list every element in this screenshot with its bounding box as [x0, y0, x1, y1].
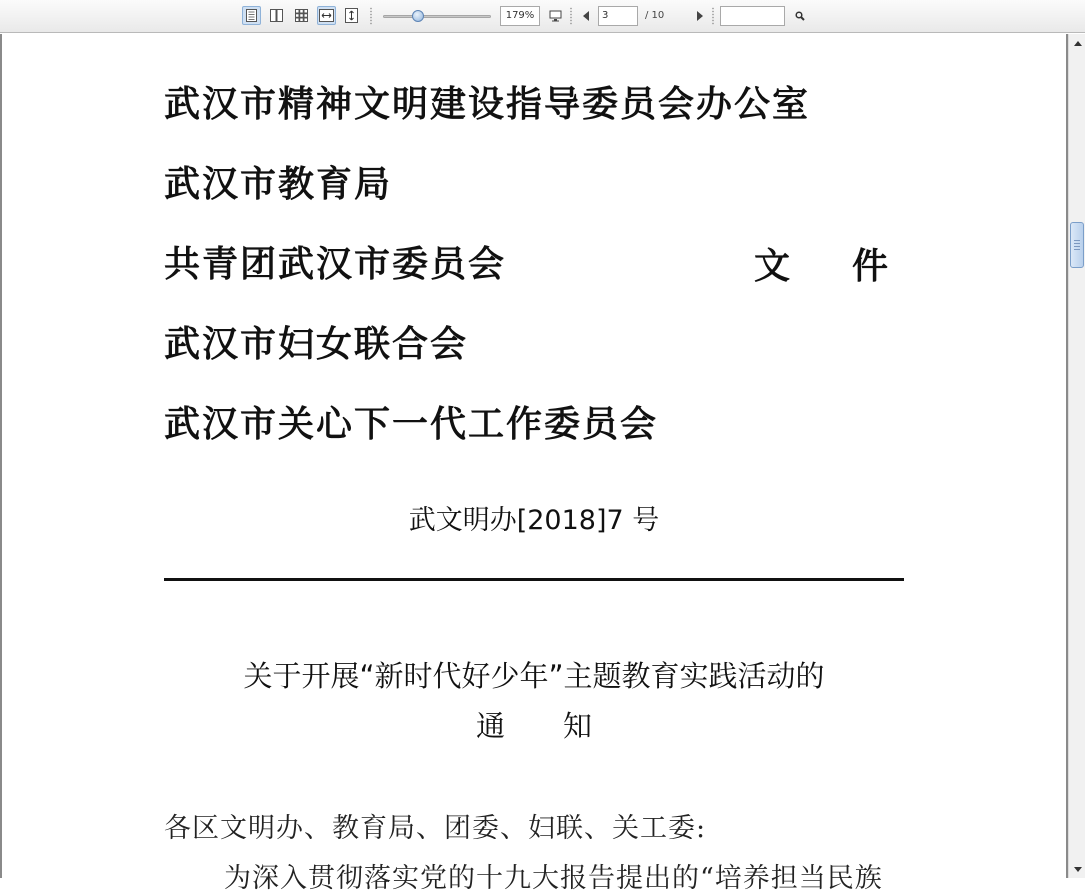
triangle-right-icon — [696, 11, 704, 21]
toolbar-separator — [712, 7, 714, 25]
zoom-slider-track[interactable] — [383, 15, 491, 18]
vertical-scrollbar[interactable] — [1068, 34, 1085, 878]
body-text-line: 为深入贯彻落实党的十九大报告提出的“培养担当民族 — [224, 863, 883, 894]
two-page-view-icon — [270, 9, 283, 22]
triangle-left-icon — [582, 11, 590, 21]
addressee-line: 各区文明办、教育局、团委、妇联、关工委: — [164, 813, 707, 844]
jian-character: 件 — [852, 245, 889, 287]
scrollbar-grip — [1074, 240, 1080, 250]
full-screen-button[interactable] — [546, 6, 565, 25]
document-viewport[interactable] — [0, 34, 1068, 894]
issuer-line-2: 武汉市教育局 — [164, 163, 393, 205]
two-page-view-button[interactable] — [267, 6, 286, 25]
current-page-input[interactable]: 3 — [598, 6, 638, 26]
fit-width-button[interactable] — [317, 6, 336, 25]
fit-width-icon — [319, 9, 334, 22]
viewer-toolbar — [0, 0, 1085, 33]
single-page-view-button[interactable] — [242, 6, 261, 25]
grid-view-button[interactable] — [292, 6, 311, 25]
scroll-up-button[interactable] — [1069, 36, 1086, 50]
scroll-down-button[interactable] — [1069, 862, 1086, 876]
single-page-view-icon — [245, 9, 258, 22]
grid-view-icon — [295, 9, 308, 22]
document-number: 武文明办[2018]7 号 — [408, 505, 660, 536]
scroll-up-arrow-icon — [1074, 41, 1082, 46]
header-divider — [164, 578, 904, 581]
issuer-line-5: 武汉市关心下一代工作委员会 — [164, 403, 659, 445]
search-button[interactable] — [790, 6, 809, 25]
monitor-icon — [549, 10, 562, 22]
zoom-level-input[interactable]: 179% — [500, 6, 540, 26]
issuer-line-1: 武汉市精神文明建设指导委员会办公室 — [164, 83, 811, 125]
search-icon — [795, 11, 805, 21]
wen-character: 文 — [754, 245, 791, 287]
zoom-slider-thumb[interactable] — [412, 10, 424, 22]
notice-title-line-1: 关于开展“新时代好少年”主题教育实践活动的 — [243, 659, 825, 693]
total-pages-label: / 10 — [645, 10, 665, 21]
document-page — [2, 34, 1066, 894]
toolbar-separator — [370, 7, 372, 25]
toolbar-separator — [570, 7, 572, 25]
issuer-line-3: 共青团武汉市委员会 — [164, 243, 507, 285]
previous-page-button[interactable] — [576, 6, 595, 25]
notice-title-line-2: 通 知 — [475, 709, 592, 743]
search-input[interactable] — [720, 6, 785, 26]
fit-height-icon — [345, 8, 358, 23]
issuer-line-4: 武汉市妇女联合会 — [164, 323, 469, 365]
fit-height-button[interactable] — [342, 6, 361, 25]
next-page-button[interactable] — [690, 6, 709, 25]
scrollbar-thumb[interactable] — [1070, 222, 1084, 268]
scroll-down-arrow-icon — [1074, 867, 1082, 872]
